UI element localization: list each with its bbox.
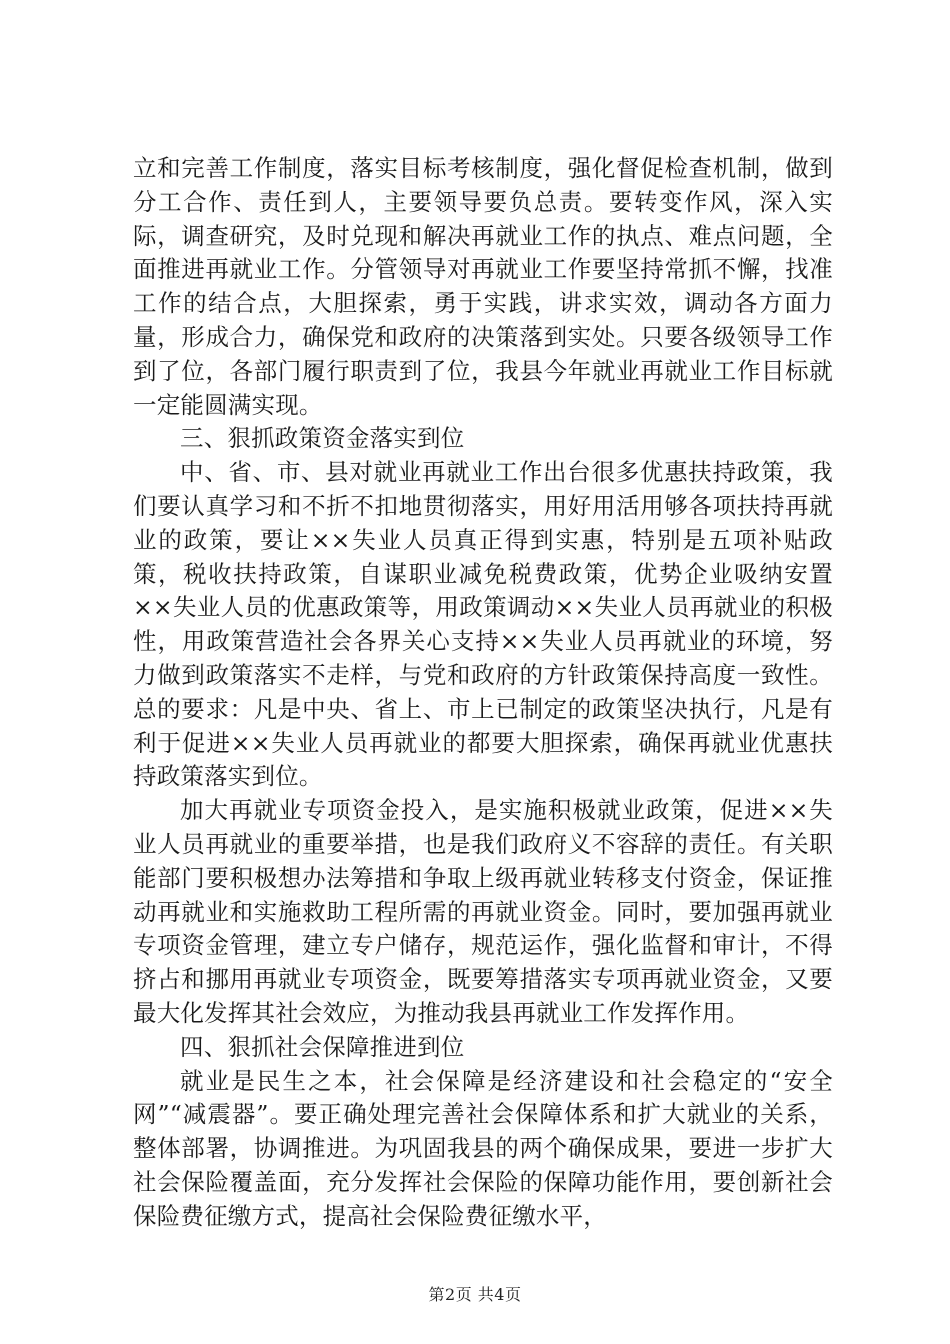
paragraph-3: 加大再就业专项资金投入，是实施积极就业政策，促进××失业人员再就业的重要举措，也是我们政府义不容辞的责任。有关职能部门要积极想办法筹措和争取上级再就业转移支付资金，保证推动再就业和实施救助工程所需的再就业资金。同时，要加强再就业专项资金管理，建立专户储存，规范运作，强化监督和审计，不得挤占和挪用再就业专项资金，既要筹措落实专项再就业资金，又要最大化发挥其社会效应，为推动我县再就业工作发挥作用。 [133, 796, 833, 1027]
paragraph-1: 立和完善工作制度，落实目标考核制度，强化督促检查机制，做到分工合作、责任到人，主要领导要负总责。要转变作风，深入实际，调查研究，及时兑现和解决再就业工作的执点、难点问题，全面推进再就业工作。分管领导对再就业工作要坚持常抓不懈，找准工作的结合点，大胆探索，勇于实践，讲求实效，调动各方面力量，形成合力，确保党和政府的决策落到实处。只要各级领导工作到了位，各部门履行职责到了位，我县今年就业再就业工作目标就一定能圆满实现。 [133, 154, 833, 419]
paragraph-2: 中、省、市、县对就业再就业工作出台很多优惠扶持政策，我们要认真学习和不折不扣地贯彻落实，用好用活用够各项扶持再就业的政策，要让××失业人员真正得到实惠，特别是五项补贴政策，税收扶持政策，自谋职业减免税费政策，优势企业吸纳安置××失业人员的优惠政策等，用政策调动××失业人员再就业的积极性，用政策营造社会各界关心支持××失业人员再就业的环境，努力做到政策落实不走样，与党和政府的方针政策保持高度一致性。总的要求：凡是中央、省上、市上已制定的政策坚决执行，凡是有利于促进××失业人员再就业的都要大胆探索，确保再就业优惠扶持政策落实到位。 [133, 458, 833, 791]
document-body [133, 152, 833, 1234]
page-number-footer: 第2页 共4页 [428, 1285, 522, 1304]
section-heading-3: 三、狠抓政策资金落实到位 [180, 424, 465, 453]
section-heading-4: 四、狠抓社会保障推进到位 [180, 1032, 465, 1061]
paragraph-4: 就业是民生之本，社会保障是经济建设和社会稳定的“安全网”“减震器”。要正确处理完善社会保障体系和扩大就业的关系，整体部署，协调推进。为巩固我县的两个确保成果，要进一步扩大社会保险覆盖面，充分发挥社会保险的保障功能作用，要创新社会保险费征缴方式，提高社会保险费征缴水平， [133, 1066, 833, 1230]
